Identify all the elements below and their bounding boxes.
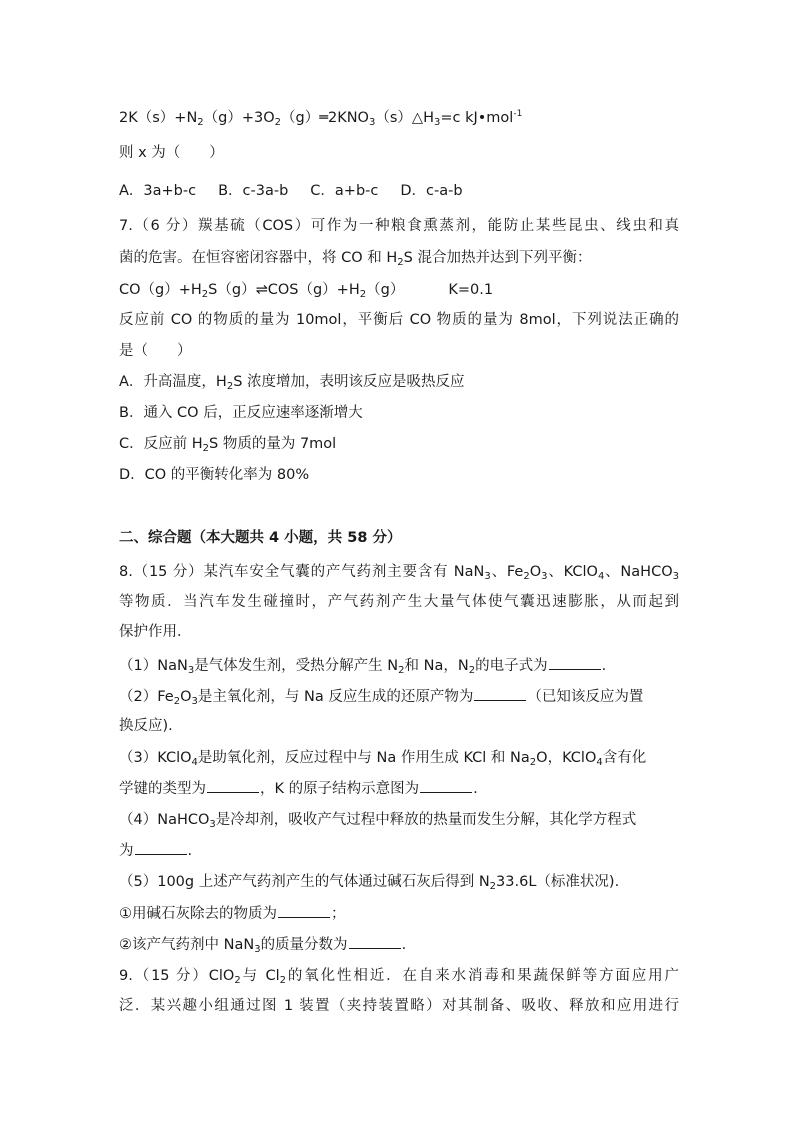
q8-part-5: （5）100g 上述产气药剂产生的气体通过碱石灰后得到 $N_233.6L$（标准状况). bbox=[119, 874, 620, 892]
q8-part-4-cont: 为 . bbox=[119, 840, 679, 860]
q7-line-5: 是（ ） bbox=[119, 343, 192, 359]
answer-blank[interactable] bbox=[349, 934, 401, 949]
q8-line-2: 等物质．当汽车发生碰撞时，产气药剂产生大量气体使气囊迅速膨胀，从而起到 bbox=[119, 594, 679, 610]
q6-option-c: C．a+b-c bbox=[310, 183, 379, 199]
q6-stem: 则 x 为（ ） bbox=[119, 145, 224, 161]
q8-part-2: $(2)Fe_2O_3$是主氧化剂，与 Na 反应生成的还原产物为 （已知该反应为置 bbox=[119, 686, 679, 706]
q8-part-1: （1）NaN$_3$是气体发生剂，受热分解产生 $N_2$和 Na，$N_2$的电子式为 . bbox=[119, 655, 679, 675]
section-heading: 二、综合题（本大题共 4 小题，共 58 分） bbox=[119, 530, 402, 546]
q7-line-4: 反应前 CO 的物质的量为 10mol，平衡后 CO 物质的量为 8mol，下列说法正确的 bbox=[119, 312, 679, 328]
q9-line-2: 泛．某兴趣小组通过图 1 装置（夹持装置略）对其制备、吸收、释放和应用进行 bbox=[119, 998, 679, 1014]
q7-option-b: B．通入 CO 后，正反应速率逐渐增大 bbox=[119, 405, 363, 421]
q7-option-d: D．CO 的平衡转化率为 80% bbox=[119, 467, 310, 483]
q7-option-a: A．升高温度，$H_2S$ 浓度增加，表明该反应是吸热反应 bbox=[119, 374, 465, 392]
q8-part-5-ii: ②该产气药剂中 NaN$_3$的质量分数为 . bbox=[119, 934, 679, 954]
q8-part-4: （4）NaHCO$_3$是冷却剂，吸收产气过程中释放的热量而发生分解，其化学方程式 bbox=[119, 812, 637, 830]
q7-equilibrium-equation: $CO(g)+H_2S(g)\rightleftharpoons COS(g)+H_2(g)$ K=0.1 bbox=[119, 282, 494, 300]
q9-line-1: 9.（15 分）ClO$_2$与 $Cl_2$的氧化性相近．在自来水消毒和果蔬保鲜等方面应用广 bbox=[119, 968, 679, 986]
q8-part-5-i: ①用碱石灰除去的物质为 ； bbox=[119, 903, 679, 923]
q7-line-2: 菌的危害。在恒容密闭容器中，将 CO 和 $H_2S$ 混合加热并达到下列平衡： bbox=[119, 250, 592, 268]
q6-option-b: B．c-3a-b bbox=[218, 183, 289, 199]
q6-option-d: D．c-a-b bbox=[400, 183, 463, 199]
q8-part-2-cont: 换反应). bbox=[119, 718, 173, 734]
answer-blank[interactable] bbox=[549, 655, 601, 670]
q6-option-a: A．3a+b-c bbox=[119, 183, 197, 199]
equilibrium-constant: K=0.1 bbox=[448, 282, 494, 298]
q7-option-c: C．反应前 $H_2S$ 物质的量为 7mol bbox=[119, 436, 337, 454]
q7-line-1: 7.（6 分）羰基硫（COS）可作为一种粮食熏蒸剂，能防止某些昆虫、线虫和真 bbox=[119, 218, 679, 234]
answer-blank[interactable] bbox=[420, 778, 472, 793]
answer-blank[interactable] bbox=[135, 840, 187, 855]
q8-part-3: （3）KClO$_4$是助氧化剂，反应过程中与 Na 作用生成 KCl 和 $Na_2O$，KClO$_4$含有化 bbox=[119, 750, 647, 768]
q6-options bbox=[119, 181, 679, 201]
thermo-equation-3: $2K(s)+N_2(g)+3O_2(g)═2KNO_3(s)\triangle H_3=c$ kJ•mol$^{-1}$ bbox=[119, 109, 523, 128]
q8-line-3: 保护作用． bbox=[119, 624, 192, 640]
answer-blank[interactable] bbox=[474, 686, 526, 701]
answer-blank[interactable] bbox=[207, 778, 259, 793]
answer-blank[interactable] bbox=[278, 903, 330, 918]
q8-part-3-cont: 学键的类型为 ，K 的原子结构示意图为 . bbox=[119, 778, 679, 798]
q8-line-1: 8.（15 分）某汽车安全气囊的产气药剂主要含有 NaN$_3$、$Fe_2O_3$、KClO$_4$、NaHCO$_3$ bbox=[119, 564, 679, 582]
